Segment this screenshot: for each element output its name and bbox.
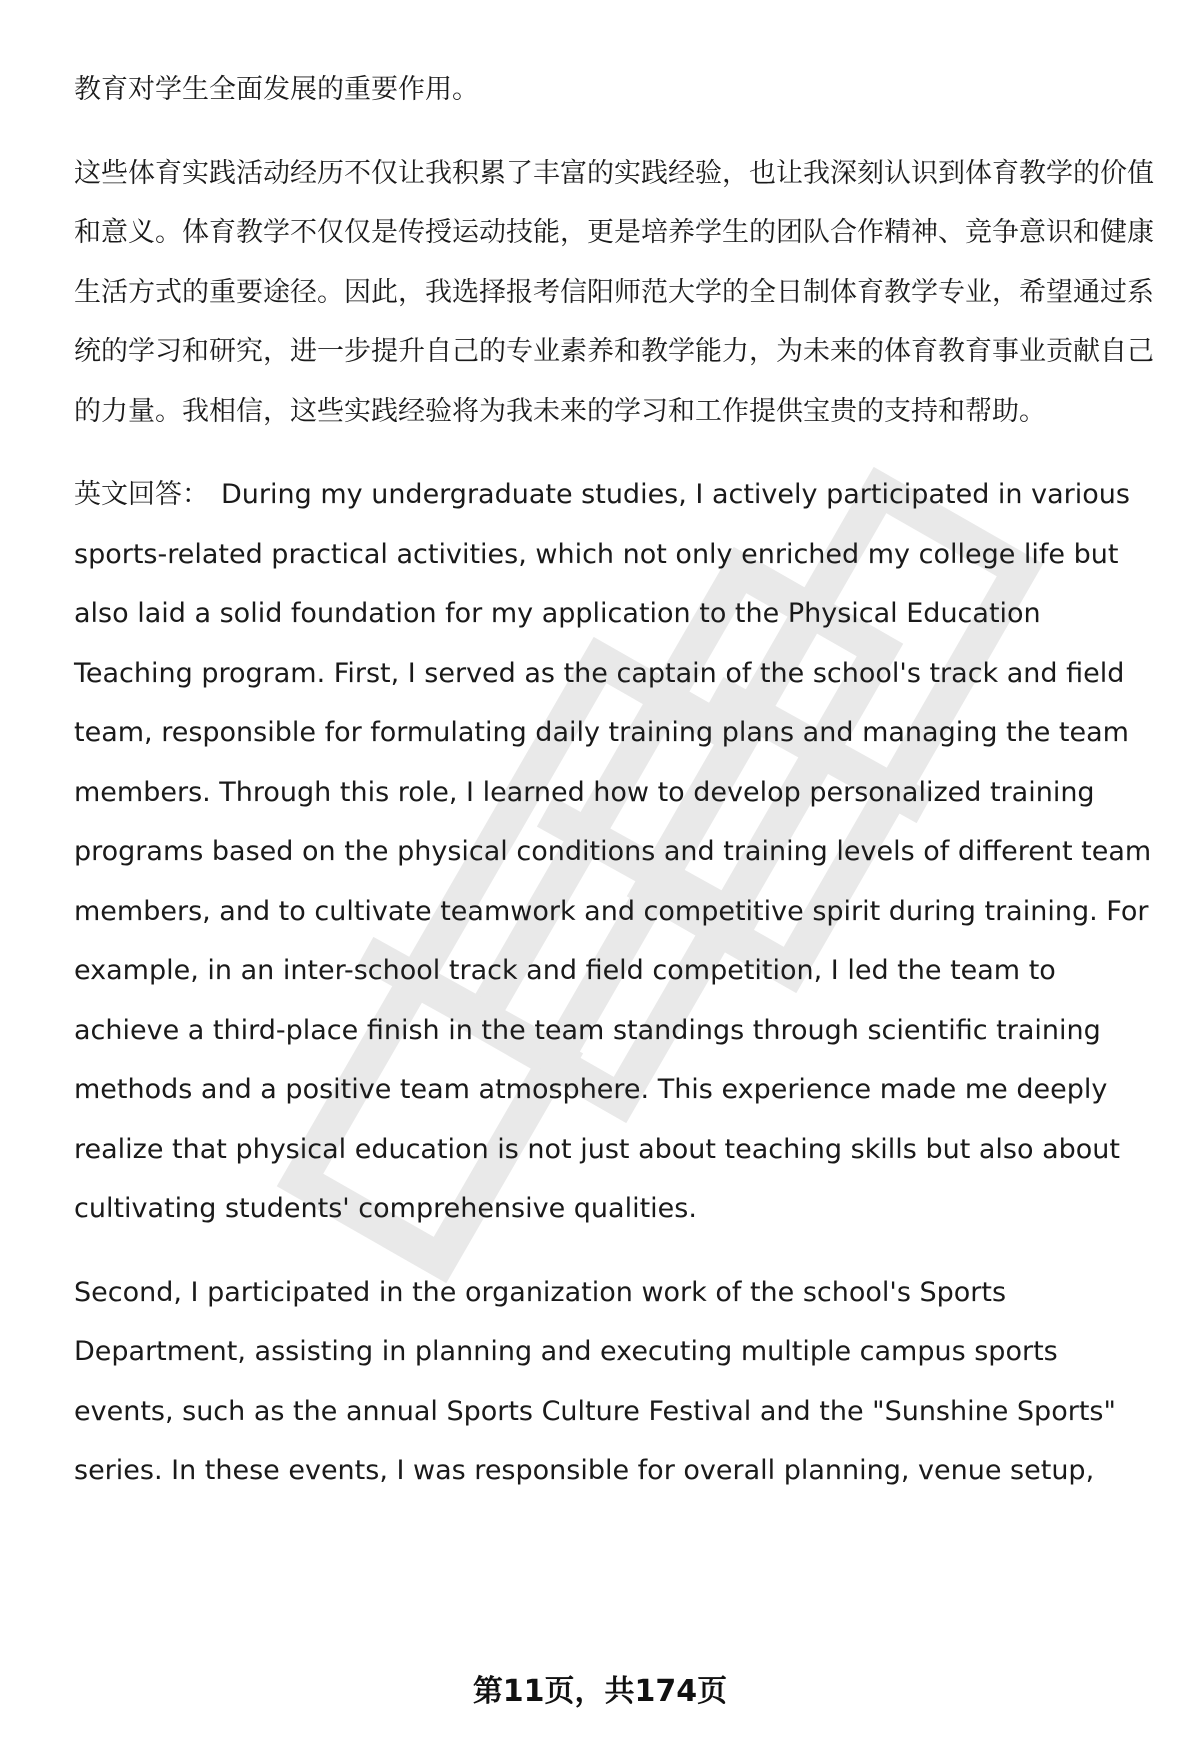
english-answer-label: 英文回答：	[74, 479, 209, 510]
paragraph-english-answer	[74, 465, 1158, 1239]
english-answer-text: During my undergraduate studies, I actively participated in various sports-related practical activities, which not only enriched my college life but also laid a solid foundation for my application to the Physical Education Teaching program. First, I served as the captain of the school's track and field team, responsible for formulating daily training plans and managing the team members. Through this role, I learned how to develop personalized training programs based on the physical conditions and training levels of different team members, and to cultivate teamwork and competitive spirit during training. For example, in an inter-school track and field competition, I led the team to achieve a third-place finish in the team standings through scientific training methods and a positive team atmosphere. This experience made me deeply realize that physical education is not just about teaching skills but also about cultivating students' comprehensive qualities.	[74, 479, 1152, 1224]
paragraph-sports-department: Second, I participated in the organization work of the school's Sports Department, assisting in planning and executing multiple campus sports events, such as the annual Sports Culture Festival and the "Sunshine Sports" series. In these events, I was responsible for overall planning, venue setup,	[74, 1276, 1116, 1486]
paragraph-continued-cn: 教育对学生全面发展的重要作用。	[74, 74, 479, 105]
paragraph-practice-summary-cn: 这些体育实践活动经历不仅让我积累了丰富的实践经验，也让我深刻认识到体育教学的价值和意义。体育教学不仅仅是传授运动技能，更是培养学生的团队合作精神、竞争意识和健康生活方式的重要途径。因此，我选择报考信阳师范大学的全日制体育教学专业，希望通过系统的学习和研究，进一步提升自己的专业素养和教学能力，为未来的体育教育事业贡献自己的力量。我相信，这些实践经验将为我未来的学习和工作提供宝贵的支持和帮助。	[74, 157, 1154, 427]
document-body	[74, 60, 1158, 1501]
page-number-footer: 第11页，共174页	[472, 1674, 728, 1709]
